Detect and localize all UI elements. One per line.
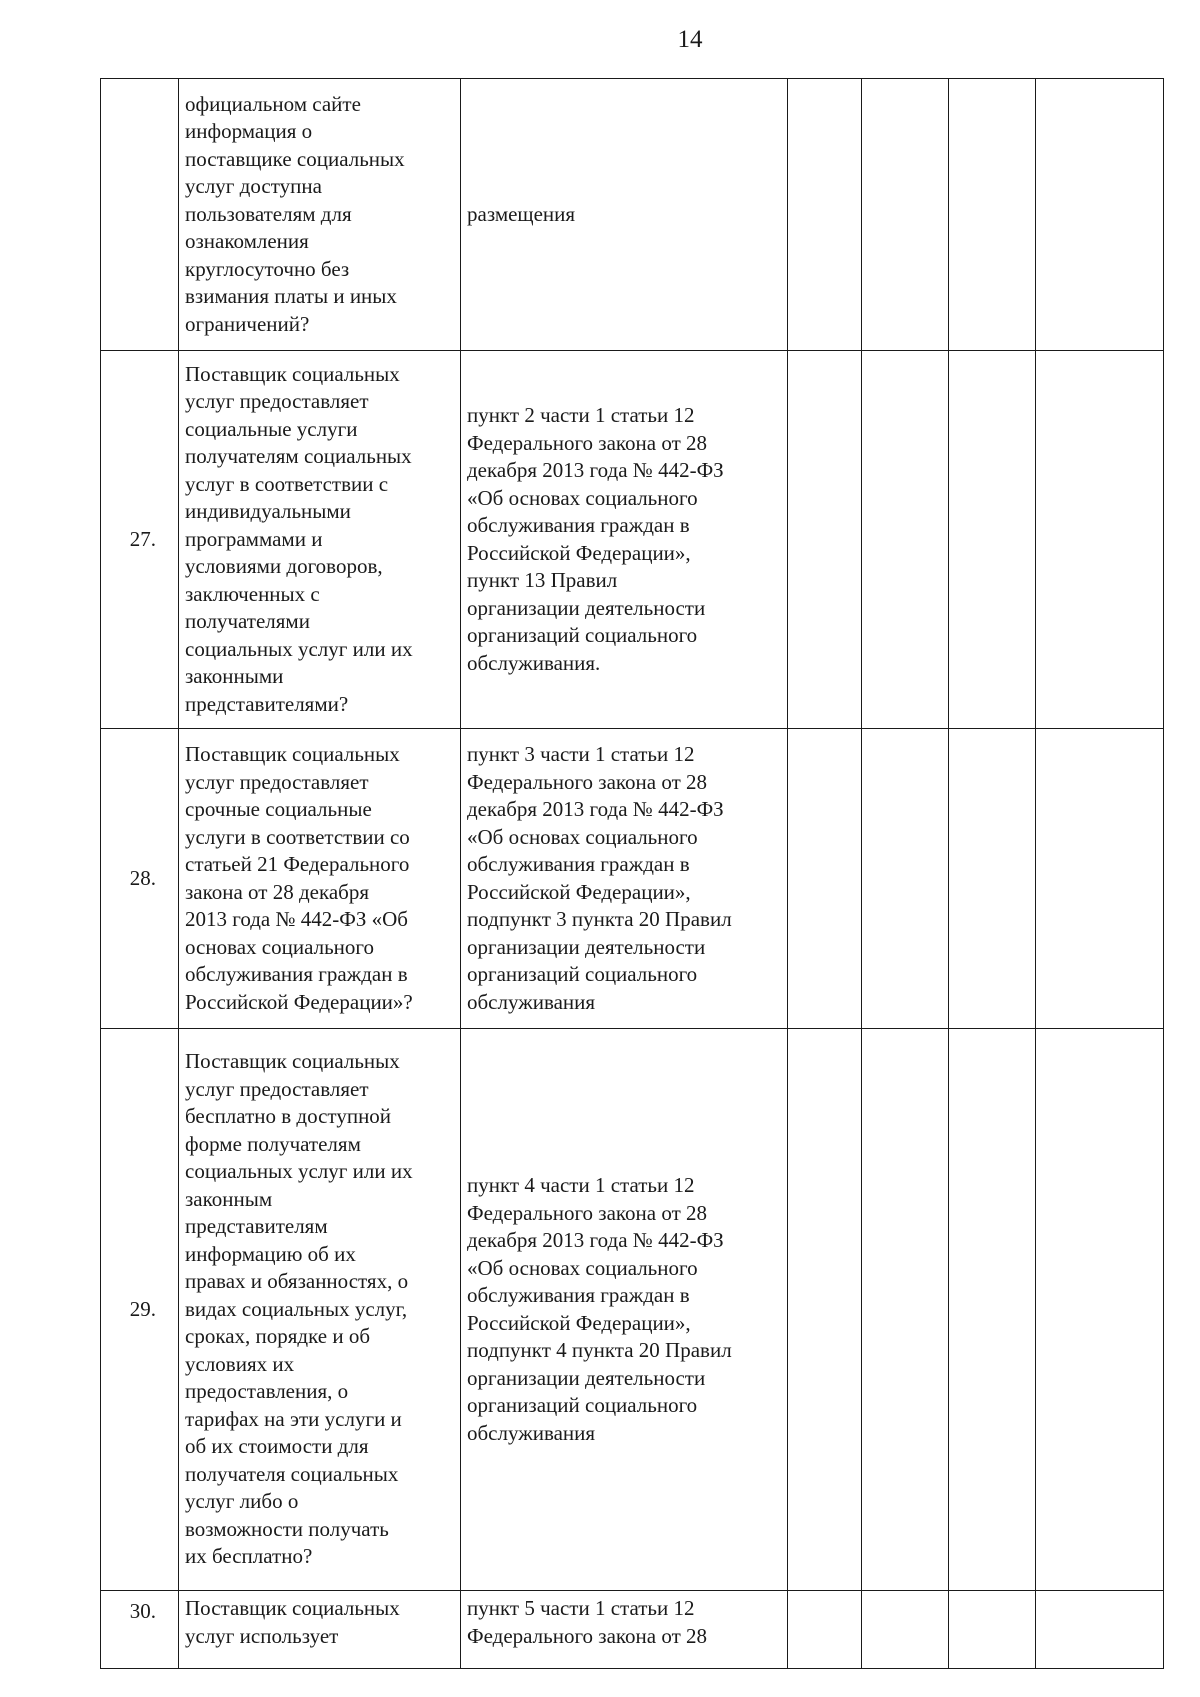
question-cell: официальном сайте информация о поставщике социальных услуг доступна пользователям для ознакомления круглосуточно без взимания платы и иных ограничений? [179, 79, 461, 351]
empty-cell [862, 79, 949, 351]
empty-cell [949, 79, 1036, 351]
empty-cell [862, 1591, 949, 1669]
empty-cell [949, 729, 1036, 1029]
reference-cell: пункт 5 части 1 статьи 12 Федерального закона от 28 [461, 1591, 788, 1669]
empty-cell [1036, 1591, 1164, 1669]
empty-cell [949, 351, 1036, 729]
row-number: 27. [101, 351, 179, 729]
empty-cell [1036, 1029, 1164, 1591]
reference-cell: пункт 3 части 1 статьи 12 Федерального закона от 28 декабря 2013 года № 442-ФЗ «Об основах социального обслуживания граждан в Российской Федерации», подпункт 3 пункта 20 Правил организации деятельности организаций социального обслуживания [461, 729, 788, 1029]
table-row [101, 1029, 1164, 1591]
row-number: 30. [101, 1591, 179, 1669]
empty-cell [788, 729, 862, 1029]
question-cell: Поставщик социальных услуг предоставляет бесплатно в доступной форме получателям социальных услуг или их законным представителям информацию об их правах и обязанностях, о видах социальных услуг, сроках, порядке и об условиях их предоставления, о тарифах на эти услуги и об их стоимости для получателя социальных услуг либо о возможности получать их бесплатно? [179, 1029, 461, 1591]
table-row [101, 1591, 1164, 1669]
row-number: 29. [101, 1029, 179, 1591]
empty-cell [788, 1029, 862, 1591]
empty-cell [949, 1029, 1036, 1591]
table-row [101, 351, 1164, 729]
empty-cell [788, 351, 862, 729]
question-cell: Поставщик социальных услуг использует [179, 1591, 461, 1669]
question-cell: Поставщик социальных услуг предоставляет срочные социальные услуги в соответствии со статьей 21 Федерального закона от 28 декабря 2013 года № 442-ФЗ «Об основах социального обслуживания граждан в Российской Федерации»? [179, 729, 461, 1029]
reference-cell: размещения [461, 79, 788, 351]
empty-cell [862, 351, 949, 729]
empty-cell [788, 79, 862, 351]
row-number [101, 79, 179, 351]
reference-cell: пункт 2 части 1 статьи 12 Федерального закона от 28 декабря 2013 года № 442-ФЗ «Об основах социального обслуживания граждан в Российской Федерации», пункт 13 Правил организации деятельности организаций социального обслуживания. [461, 351, 788, 729]
empty-cell [949, 1591, 1036, 1669]
table-row [101, 79, 1164, 351]
empty-cell [788, 1591, 862, 1669]
empty-cell [1036, 729, 1164, 1029]
empty-cell [862, 1029, 949, 1591]
table-row [101, 729, 1164, 1029]
question-cell: Поставщик социальных услуг предоставляет социальные услуги получателям социальных услуг в соответствии с индивидуальными программами и условиями договоров, заключенных с получателями социальных услуг или их законными представителями? [179, 351, 461, 729]
empty-cell [1036, 351, 1164, 729]
page-number: 14 [677, 26, 703, 53]
empty-cell [1036, 79, 1164, 351]
empty-cell [862, 729, 949, 1029]
row-number: 28. [101, 729, 179, 1029]
reference-cell: пункт 4 части 1 статьи 12 Федерального закона от 28 декабря 2013 года № 442-ФЗ «Об основах социального обслуживания граждан в Российской Федерации», подпункт 4 пункта 20 Правил организации деятельности организаций социального обслуживания [461, 1029, 788, 1591]
checklist-table [100, 78, 1164, 1669]
